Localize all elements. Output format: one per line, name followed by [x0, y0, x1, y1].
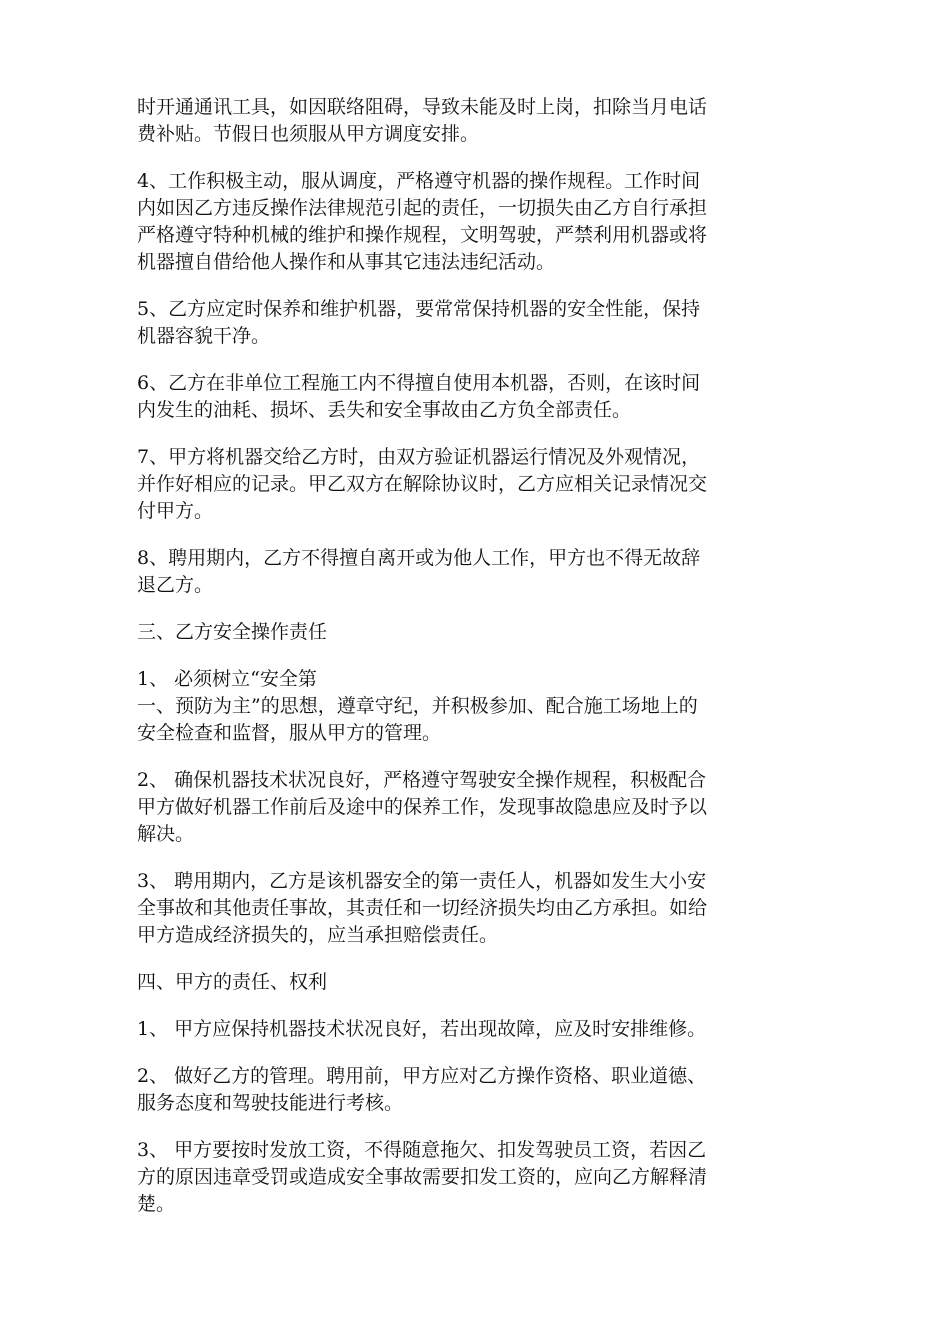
text-line: 4、工作积极主动，服从调度，严格遵守机器的操作规程。工作时间	[137, 170, 701, 192]
text-line: 一、预防为主”的思想，遵章守纪，并积极参加、配合施工场地上的	[137, 695, 698, 717]
text-line: 严格遵守特种机械的维护和操作规程，文明驾驶，严禁利用机器或将	[137, 224, 708, 246]
text-line: 方的原因违章受罚或造成安全事故需要扣发工资的，应向乙方解释清	[137, 1166, 708, 1188]
text-line: 2、 确保机器技术状况良好，严格遵守驾驶安全操作规程，积极配合	[137, 769, 707, 791]
text-line: 机器容貌干净。	[137, 325, 271, 347]
section-3-clause-1	[137, 666, 817, 747]
text-line: 内如因乙方违反操作法律规范引起的责任，一切损失由乙方自行承担	[137, 197, 708, 219]
section-4-clause-3	[137, 1137, 817, 1218]
clause-5	[137, 296, 817, 350]
text-line: 1、 必须树立“安全第	[137, 668, 317, 690]
section-heading-4	[137, 969, 817, 996]
text-line: 7、甲方将机器交给乙方时，由双方验证机器运行情况及外观情况，	[137, 446, 701, 468]
text-line: 甲方做好机器工作前后及途中的保养工作，发现事故隐患应及时予以	[137, 796, 708, 818]
section-3-clause-3	[137, 868, 817, 949]
text-line: 退乙方。	[137, 574, 214, 596]
text-line: 付甲方。	[137, 500, 214, 522]
text-line: 解决。	[137, 823, 195, 845]
section-4-clause-2	[137, 1063, 817, 1117]
text-line: 5、乙方应定时保养和维护机器，要常常保持机器的安全性能，保持	[137, 298, 701, 320]
clause-6	[137, 370, 817, 424]
clause-8	[137, 545, 817, 599]
text-line: 楚。	[137, 1193, 176, 1215]
text-line: 3、 甲方要按时发放工资，不得随意拖欠、扣发驾驶员工资，若因乙	[137, 1139, 707, 1161]
section-4-clause-1	[137, 1016, 817, 1043]
clause-7	[137, 444, 817, 525]
section-heading-3	[137, 619, 817, 646]
text-line: 服务态度和驾驶技能进行考核。	[137, 1092, 404, 1114]
text-line: 四、甲方的责任、权利	[137, 971, 328, 993]
text-line: 甲方造成经济损失的，应当承担赔偿责任。	[137, 924, 499, 946]
section-3-clause-2	[137, 767, 817, 848]
text-line: 时开通通讯工具，如因联络阻碍，导致未能及时上岗，扣除当月电话	[137, 96, 708, 118]
text-line: 内发生的油耗、损坏、丢失和安全事故由乙方负全部责任。	[137, 399, 632, 421]
text-line: 6、乙方在非单位工程施工内不得擅自使用本机器，否则，在该时间	[137, 372, 701, 394]
text-line: 1、 甲方应保持机器技术状况良好，若出现故障，应及时安排维修。	[137, 1018, 707, 1040]
clause-4	[137, 168, 817, 276]
text-line: 2、 做好乙方的管理。聘用前，甲方应对乙方操作资格、职业道德、	[137, 1065, 707, 1087]
text-line: 机器擅自借给他人操作和从事其它违法违纪活动。	[137, 251, 556, 273]
text-line: 3、 聘用期内，乙方是该机器安全的第一责任人，机器如发生大小安	[137, 870, 707, 892]
text-line: 费补贴。节假日也须服从甲方调度安排。	[137, 123, 480, 145]
paragraph-1	[137, 94, 817, 148]
text-line: 安全检查和监督，服从甲方的管理。	[137, 722, 442, 744]
text-line: 三、乙方安全操作责任	[137, 621, 328, 643]
document-body	[137, 94, 817, 1238]
text-line: 8、聘用期内，乙方不得擅自离开或为他人工作，甲方也不得无故辞	[137, 547, 701, 569]
text-line: 并作好相应的记录。甲乙双方在解除协议时，乙方应相关记录情况交	[137, 473, 708, 495]
text-line: 全事故和其他责任事故，其责任和一切经济损失均由乙方承担。如给	[137, 897, 708, 919]
